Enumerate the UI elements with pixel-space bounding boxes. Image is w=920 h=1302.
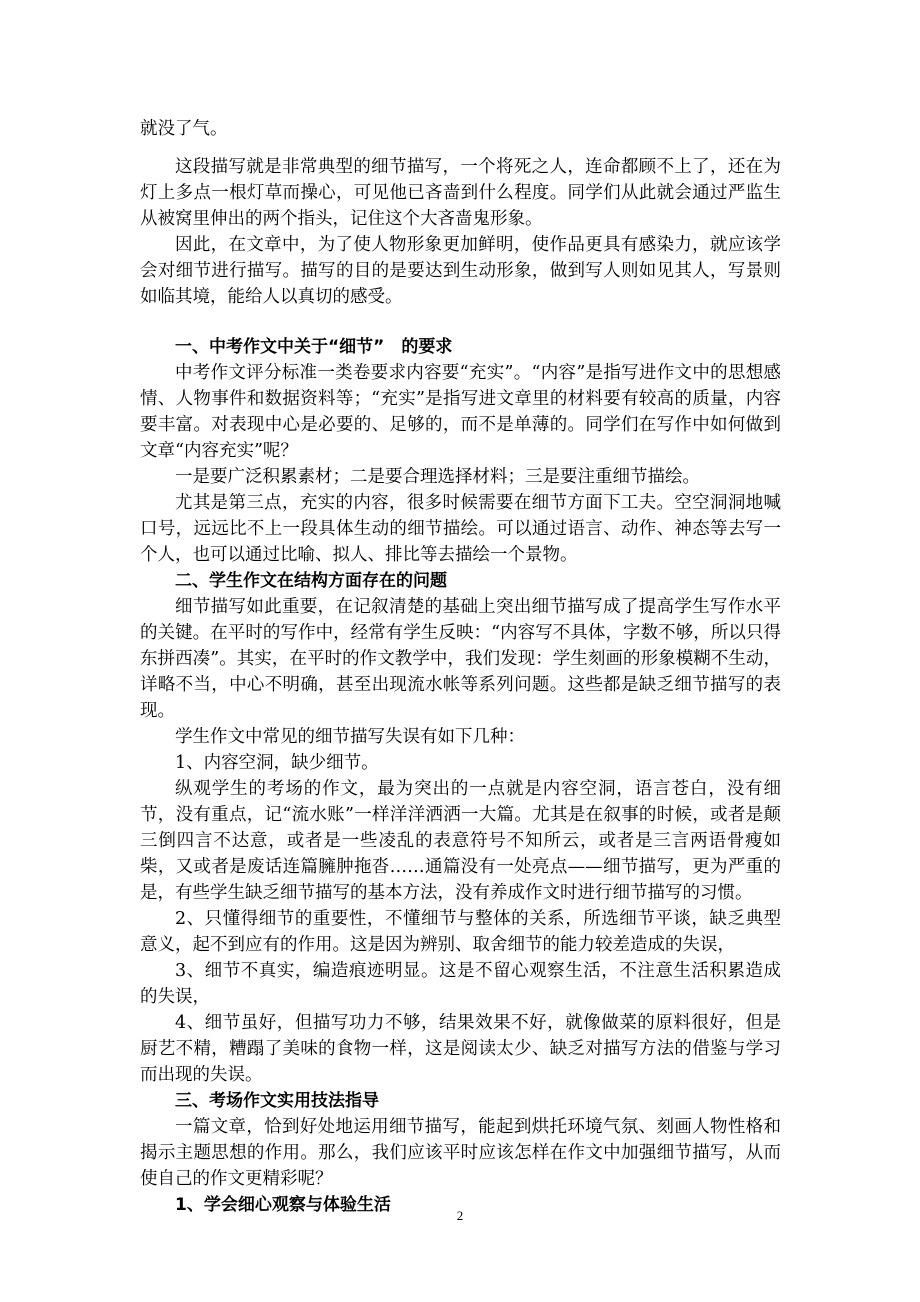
- paragraph-intro-end: 就没了气。: [140, 119, 228, 139]
- paragraph-third-point: 尤其是第三点，充实的内容，很多时候需要在细节方面下工夫。空空洞洞地喊口号，远远比不上一段具体生动的细节描绘。可以通过语言、动作、神态等去写一个人，也可以通过比喻、拟人、排比等去描绘一个景物。: [140, 493, 781, 565]
- paragraph-three-points: 一是要广泛积累素材；二是要合理选择材料；三是要注重细节描绘。: [175, 467, 700, 487]
- paragraph-error-1-title: 1、内容空洞，缺少细节。: [175, 753, 379, 773]
- paragraph-therefore: 因此，在文章中，为了使人物形象更加鲜明，使作品更具有感染力，就应该学会对细节进行描写。描写的目的是要达到生动形象，做到写人则如见其人，写景则如临其境，能给人以真切的感受。: [140, 235, 781, 307]
- page-number: 2: [456, 1208, 464, 1223]
- document-body: [140, 116, 781, 1218]
- section-heading-2: 二、学生作文在结构方面存在的问题: [175, 571, 447, 591]
- paragraph-error-4: 4、细节虽好，但描写功力不够，结果效果不好，就像做菜的原料很好，但是厨艺不精，糟蹋了美味的食物一样，这是阅读太少、缺乏对描写方法的借鉴与学习而出现的失误。: [140, 1013, 781, 1085]
- section-gap: [140, 310, 781, 334]
- paragraph-error-2: 2、只懂得细节的重要性，不懂细节与整体的关系，所选细节平谈，缺乏典型意义，起不到应有的作用。这是因为辨别、取舍细节的能力较差造成的失误，: [140, 909, 781, 955]
- paragraph-error-1-body: 纵观学生的考场的作文，最为突出的一点就是内容空洞，语言苍白，没有细节，没有重点，记“流水账”一样洋洋洒洒一大篇。尤其是在叙事的时候，或者是颠三倒四言不达意，或者是一些凌乱的表意符号不知所云，或者是三言两语骨瘦如柴，又或者是废话连篇臃肿拖沓……通篇没有一处亮点——细节描写，更为严重的是，有些学生缺乏细节描写的基本方法，没有养成作文时进行细节描写的习惯。: [140, 779, 781, 903]
- paragraph-importance: 细节描写如此重要，在记叙清楚的基础上突出细节描写成了提高学生写作水平的关键。在平时的写作中，经常有学生反映：“内容写不具体，字数不够，所以只得东拼西凑”。其实，在平时的作文教学中，我们发现：学生刻画的形象模糊不生动，详略不当，中心不明确，甚至出现流水帐等系列问题。这些都是缺乏细节描写的表现。: [140, 597, 781, 721]
- section-heading-1: 一、中考作文中关于“细节” 的要求: [175, 337, 453, 357]
- paragraph-gap: [140, 142, 781, 154]
- paragraph-common-errors: 学生作文中常见的细节描写失误有如下几种：: [175, 727, 525, 747]
- subsection-heading-3-1: 1、学会细心观察与体验生活: [175, 1195, 391, 1215]
- paragraph-guidance: 一篇文章，恰到好处地运用细节描写，能起到烘托环境气氛、刻画人物性格和揭示主题思想的作用。那么，我们应该平时应该怎样在作文中加强细节描写，从而使自己的作文更精彩呢？: [140, 1117, 781, 1189]
- section-heading-3: 三、考场作文实用技法指导: [175, 1091, 379, 1111]
- paragraph-error-3: 3、细节不真实，编造痕迹明显。这是不留心观察生活，不注意生活积累造成的失误，: [140, 961, 781, 1007]
- paragraph-standard: 中考作文评分标准一类卷要求内容要“充实”。“内容”是指写进作文中的思想感情、人物事件和数据资料等；“充实”是指写进文章里的材料要有较高的质量，内容要丰富。对表现中心是必要的、足够的，而不是单薄的。同学们在写作中如何做到文章“内容充实”呢？: [140, 363, 781, 461]
- paragraph-analysis: 这段描写就是非常典型的细节描写，一个将死之人，连命都顾不上了，还在为灯上多点一根灯草而操心，可见他已吝啬到什么程度。同学们从此就会通过严监生从被窝里伸出的两个指头，记住这个大吝啬鬼形象。: [140, 157, 781, 229]
